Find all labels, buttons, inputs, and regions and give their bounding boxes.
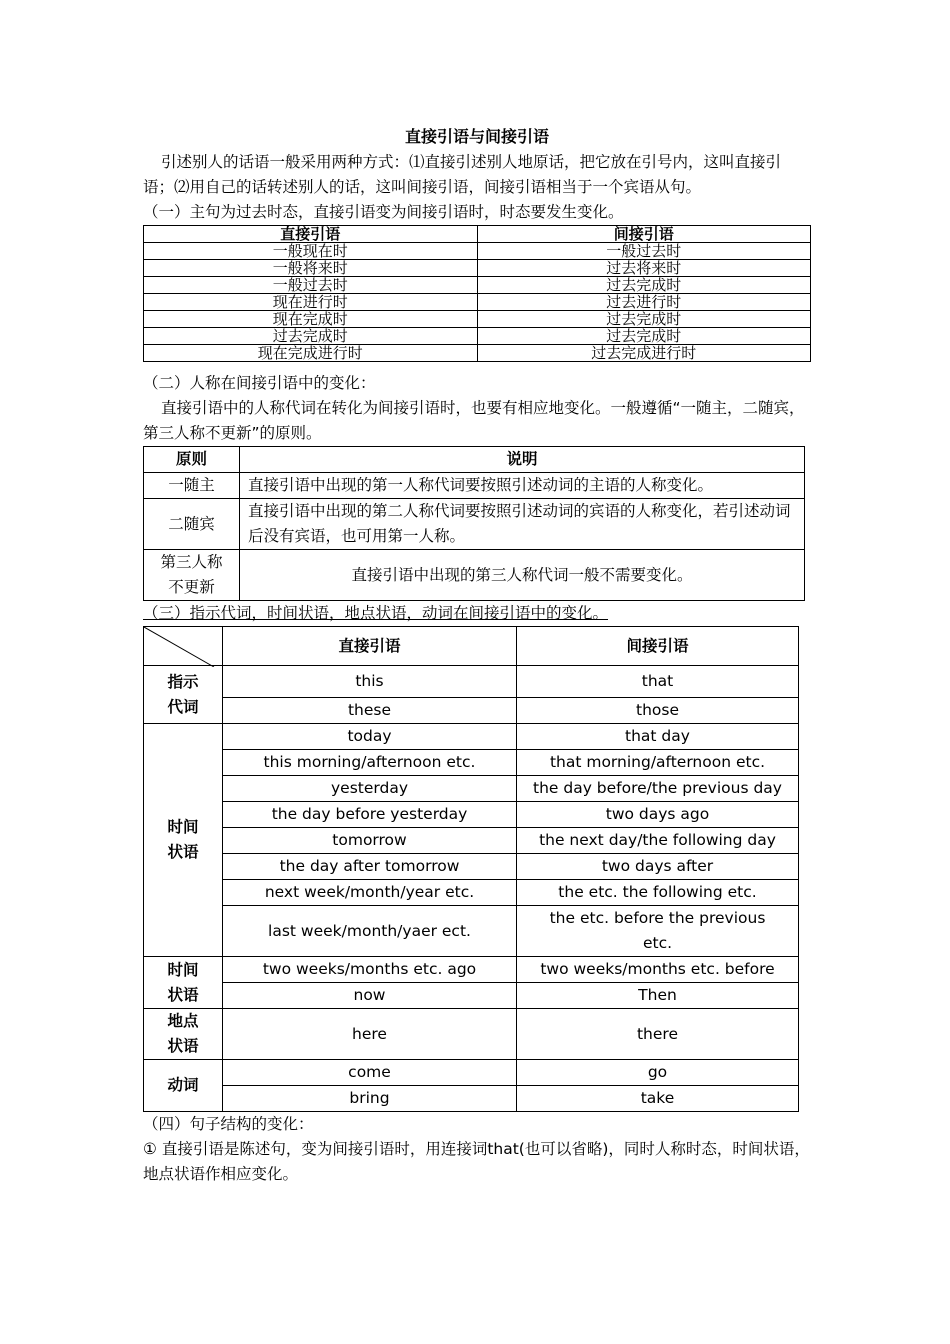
table-cell: two weeks/months etc. ago <box>223 957 517 983</box>
table-cell: the day before/the previous day <box>517 776 799 802</box>
table-cell: Then <box>517 983 799 1009</box>
rule-cell: 第三人称不更新 <box>144 550 240 601</box>
table-row <box>144 277 811 294</box>
table-cell: next week/month/year etc. <box>223 880 517 906</box>
table-row <box>144 328 811 345</box>
table-cell: go <box>517 1060 799 1086</box>
table-cell: the etc. the following etc. <box>517 880 799 906</box>
table-cell: 一般过去时 <box>144 277 478 294</box>
column-header: 说明 <box>240 447 805 473</box>
table-cell: the day before yesterday <box>223 802 517 828</box>
table-row <box>144 802 799 828</box>
diagonal-corner-cell <box>144 627 223 666</box>
table-cell: 过去完成时 <box>144 328 478 345</box>
table-cell: 过去将来时 <box>477 260 811 277</box>
diagonal-line <box>144 627 222 667</box>
document-page <box>143 124 811 1187</box>
tense-change-table <box>143 225 811 362</box>
table-row <box>144 854 799 880</box>
table-row <box>144 294 811 311</box>
section3-heading: （三）指示代词，时间状语，地点状语，动词在间接引语中的变化。 <box>143 604 609 622</box>
table-row <box>144 1086 799 1112</box>
table-row <box>144 828 799 854</box>
table-cell: 过去完成时 <box>477 328 811 345</box>
table-cell: come <box>223 1060 517 1086</box>
column-header: 直接引语 <box>223 627 517 666</box>
table-row <box>144 311 811 328</box>
table-cell: this <box>223 666 517 698</box>
category-cell: 地点状语 <box>144 1009 223 1060</box>
table-cell: tomorrow <box>223 828 517 854</box>
table-cell: two weeks/months etc. before <box>517 957 799 983</box>
table-row <box>144 345 811 362</box>
rule-description: 直接引语中出现的第二人称代词要按照引述动词的宾语的人称变化，若引述动词后没有宾语，也可用第一人称。 <box>240 499 805 550</box>
table-row <box>144 473 805 499</box>
category-cell: 指示代词 <box>144 666 223 724</box>
table-cell: 现在完成时 <box>144 311 478 328</box>
table-header-row <box>144 627 799 666</box>
table-cell: now <box>223 983 517 1009</box>
table-cell: that morning/afternoon etc. <box>517 750 799 776</box>
table-row <box>144 499 805 550</box>
table-row <box>144 957 799 983</box>
table-cell: those <box>517 698 799 724</box>
table-row <box>144 1060 799 1086</box>
table-cell: 一般现在时 <box>144 243 478 260</box>
table-row <box>144 880 799 906</box>
table-cell: that day <box>517 724 799 750</box>
section2-paragraph: 直接引语中的人称代词在转化为间接引语时，也要有相应地变化。一般遵循“一随主，二随宾，第三人称不更新”的原则。 <box>143 399 805 442</box>
table-row <box>144 750 799 776</box>
table-cell: last week/month/yaer ect. <box>223 906 517 957</box>
table-cell: 过去完成时 <box>477 311 811 328</box>
intro-paragraph: 引述别人的话语一般采用两种方式：⑴直接引述别人地原话，把它放在引号内，这叫直接引语；⑵用自己的话转述别人的话，这叫间接引语，间接引语相当于一个宾语从句。 <box>143 153 782 196</box>
table-row <box>144 776 799 802</box>
rule-cell: 一随主 <box>144 473 240 499</box>
table-cell: 现在进行时 <box>144 294 478 311</box>
table-cell: two days after <box>517 854 799 880</box>
table-cell: these <box>223 698 517 724</box>
table-cell: take <box>517 1086 799 1112</box>
table-cell: today <box>223 724 517 750</box>
section1-heading: （一）主句为过去时态，直接引语变为间接引语时，时态要发生变化。 <box>143 203 624 221</box>
table-row <box>144 698 799 724</box>
table-cell: 过去完成时 <box>477 277 811 294</box>
table-cell: the next day/the following day <box>517 828 799 854</box>
table-cell: 过去进行时 <box>477 294 811 311</box>
column-header: 间接引语 <box>517 627 799 666</box>
table-cell: here <box>223 1009 517 1060</box>
table-row <box>144 243 811 260</box>
column-header: 直接引语 <box>144 226 478 243</box>
section4-paragraph: ① 直接引语是陈述句，变为间接引语时，用连接词that(也可以省略)，同时人称时态，时间状语，地点状语作相应变化。 <box>143 1140 810 1183</box>
table-cell: 一般过去时 <box>477 243 811 260</box>
table-cell: there <box>517 1009 799 1060</box>
table-row <box>144 906 799 957</box>
column-header: 原则 <box>144 447 240 473</box>
table-cell: the etc. before the previous etc. <box>517 906 799 957</box>
rule-description: 直接引语中出现的第一人称代词要按照引述动词的主语的人称变化。 <box>240 473 805 499</box>
table-header-row <box>144 447 805 473</box>
table-cell: 现在完成进行时 <box>144 345 478 362</box>
rule-cell: 二随宾 <box>144 499 240 550</box>
table-cell: the day after tomorrow <box>223 854 517 880</box>
table-row <box>144 260 811 277</box>
table-row <box>144 666 799 698</box>
table-cell: 过去完成进行时 <box>477 345 811 362</box>
table-row <box>144 550 805 601</box>
section2-heading: （二）人称在间接引语中的变化： <box>143 374 376 392</box>
table-cell: bring <box>223 1086 517 1112</box>
table-cell: that <box>517 666 799 698</box>
table-cell: yesterday <box>223 776 517 802</box>
table-row <box>144 983 799 1009</box>
table-row <box>144 724 799 750</box>
table-cell: this morning/afternoon etc. <box>223 750 517 776</box>
person-change-table <box>143 446 805 601</box>
document-title: 直接引语与间接引语 <box>404 127 549 146</box>
category-cell: 动词 <box>144 1060 223 1112</box>
word-change-table <box>143 626 799 1112</box>
category-cell: 时间状语 <box>144 724 223 957</box>
category-cell: 时间状语 <box>144 957 223 1009</box>
table-cell: two days ago <box>517 802 799 828</box>
section4-heading: （四）句子结构的变化： <box>143 1115 314 1133</box>
table-header-row <box>144 226 811 243</box>
rule-description: 直接引语中出现的第三人称代词一般不需要变化。 <box>240 550 805 601</box>
column-header: 间接引语 <box>477 226 811 243</box>
table-row <box>144 1009 799 1060</box>
table-cell: 一般将来时 <box>144 260 478 277</box>
